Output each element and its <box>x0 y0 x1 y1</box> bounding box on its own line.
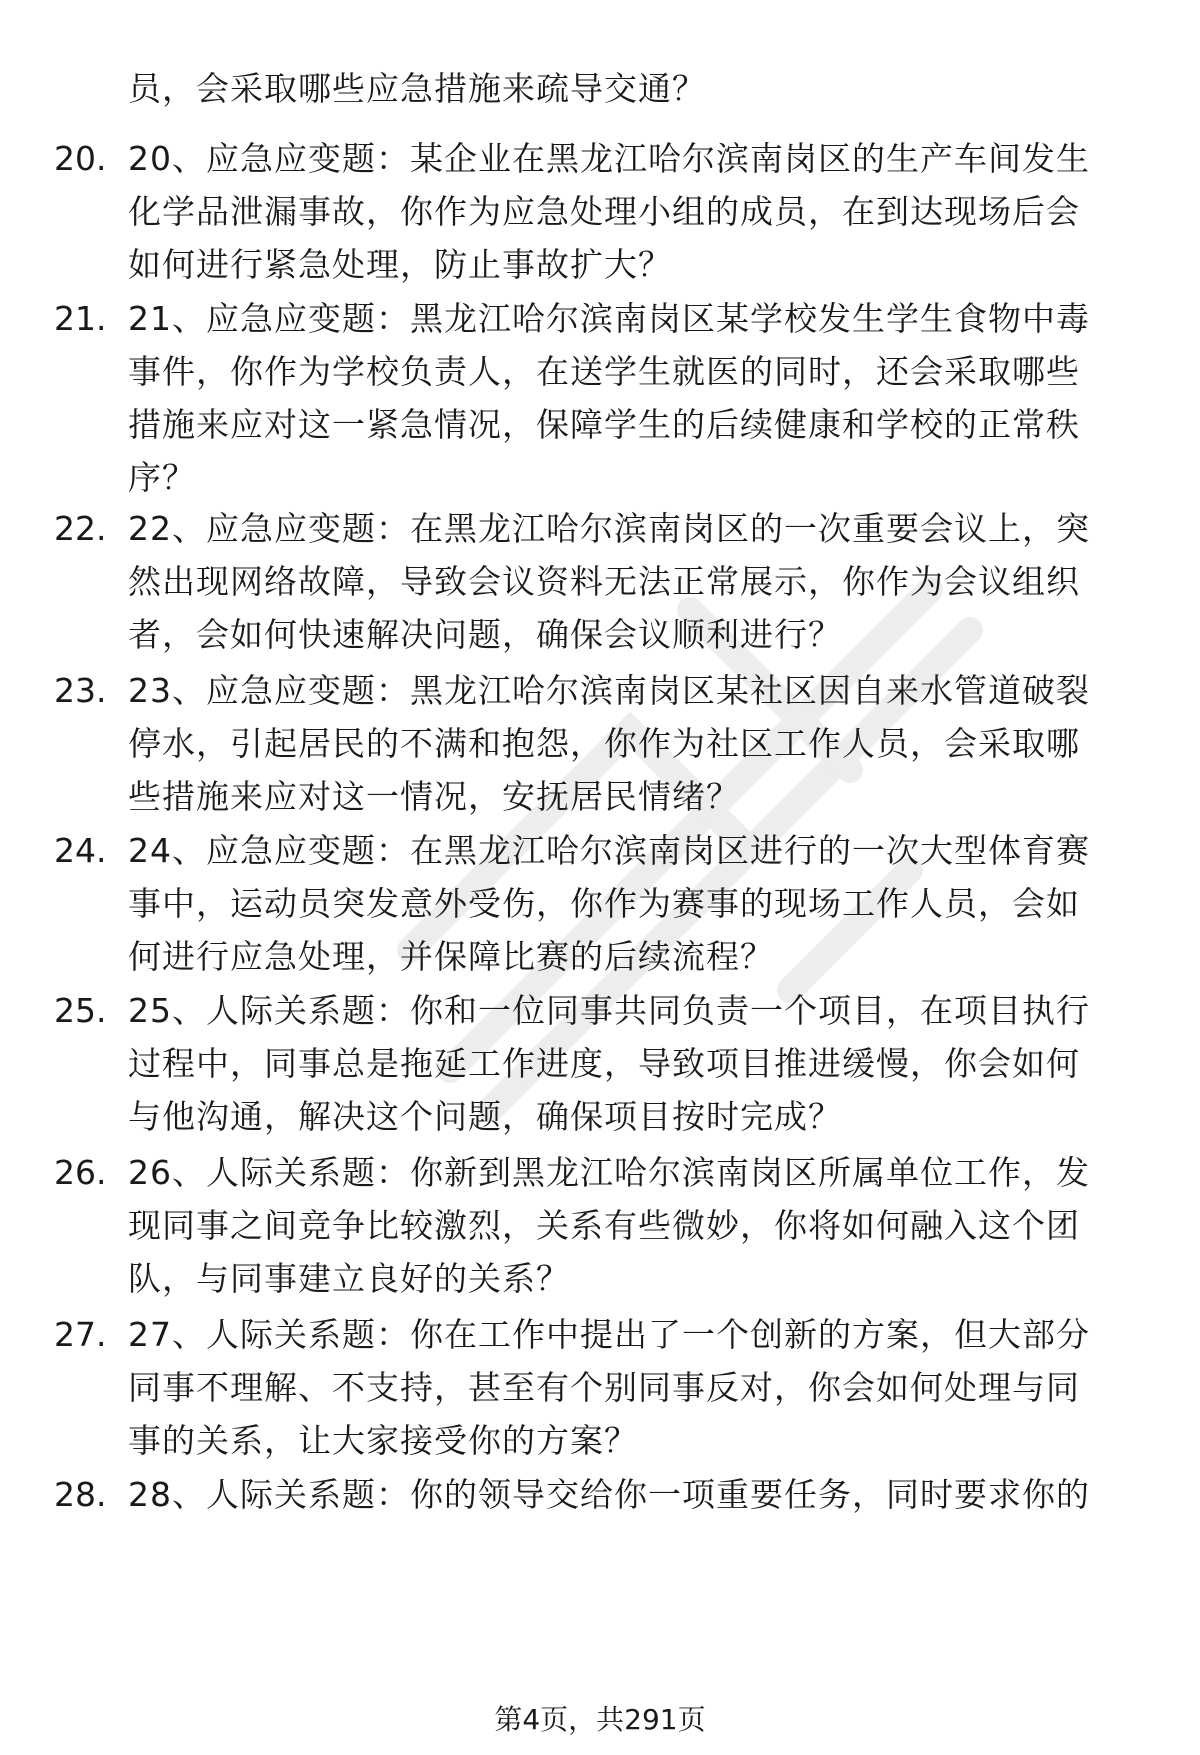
question-text-line: 26、人际关系题：你新到黑龙江哈尔滨南岗区所属单位工作，发 <box>128 1153 1090 1192</box>
question-text-line: 措施来应对这一紧急情况，保障学生的后续健康和学校的正常秩 <box>128 405 1080 444</box>
question-text-line: 27、人际关系题：你在工作中提出了一个创新的方案，但大部分 <box>128 1315 1090 1354</box>
question-text-line: 20、应急应变题：某企业在黑龙江哈尔滨南岗区的生产车间发生 <box>128 139 1090 178</box>
question-text-line: 化学品泄漏事故，你作为应急处理小组的成员，在到达现场后会 <box>128 192 1080 231</box>
page-footer: 第4页，共291页 <box>494 1703 706 1736</box>
question-text-line: 22、应急应变题：在黑龙江哈尔滨南岗区的一次重要会议上，突 <box>128 509 1090 548</box>
question-text-line: 24、应急应变题：在黑龙江哈尔滨南岗区进行的一次大型体育赛 <box>128 831 1090 870</box>
question-text-line: 然出现网络故障，导致会议资料无法正常展示，你作为会议组织 <box>128 562 1080 601</box>
question-text-line: 如何进行紧急处理，防止事故扩大？ <box>128 245 672 284</box>
question-text-line: 事中，运动员突发意外受伤，你作为赛事的现场工作人员，会如 <box>128 884 1080 923</box>
question-text-line: 过程中，同事总是拖延工作进度，导致项目推进缓慢，你会如何 <box>128 1044 1080 1083</box>
question-number: 28. <box>54 1475 107 1514</box>
question-text-line: 23、应急应变题：黑龙江哈尔滨南岗区某社区因自来水管道破裂 <box>128 671 1090 710</box>
question-text-line: 事件，你作为学校负责人，在送学生就医的同时，还会采取哪些 <box>128 352 1080 391</box>
question-text-line: 与他沟通，解决这个问题，确保项目按时完成？ <box>128 1097 842 1136</box>
question-text-line: 者，会如何快速解决问题，确保会议顺利进行？ <box>128 615 842 654</box>
question-number: 26. <box>54 1153 107 1192</box>
question-text-line: 25、人际关系题：你和一位同事共同负责一个项目，在项目执行 <box>128 991 1090 1030</box>
question-number: 21. <box>54 299 107 338</box>
question-number: 20. <box>54 139 107 178</box>
continuation-text: 员，会采取哪些应急措施来疏导交通？ <box>128 69 706 108</box>
question-text-line: 停水，引起居民的不满和抱怨，你作为社区工作人员，会采取哪 <box>128 724 1080 763</box>
question-text-line: 28、人际关系题：你的领导交给你一项重要任务，同时要求你的 <box>128 1475 1090 1514</box>
question-text-line: 何进行应急处理，并保障比赛的后续流程？ <box>128 937 774 976</box>
question-number: 22. <box>54 509 107 548</box>
question-text-line: 同事不理解、不支持，甚至有个别同事反对，你会如何处理与同 <box>128 1368 1080 1407</box>
question-number: 23. <box>54 671 107 710</box>
question-text-line: 现同事之间竞争比较激烈，关系有些微妙，你将如何融入这个团 <box>128 1206 1080 1245</box>
question-number: 25. <box>54 991 107 1030</box>
question-text-line: 21、应急应变题：黑龙江哈尔滨南岗区某学校发生学生食物中毒 <box>128 299 1090 338</box>
question-number: 24. <box>54 831 107 870</box>
question-text-line: 序？ <box>128 458 196 497</box>
question-text-line: 些措施来应对这一情况，安抚居民情绪？ <box>128 777 740 816</box>
question-text-line: 事的关系，让大家接受你的方案？ <box>128 1421 638 1460</box>
question-text-line: 队，与同事建立良好的关系？ <box>128 1259 570 1298</box>
question-number: 27. <box>54 1315 107 1354</box>
